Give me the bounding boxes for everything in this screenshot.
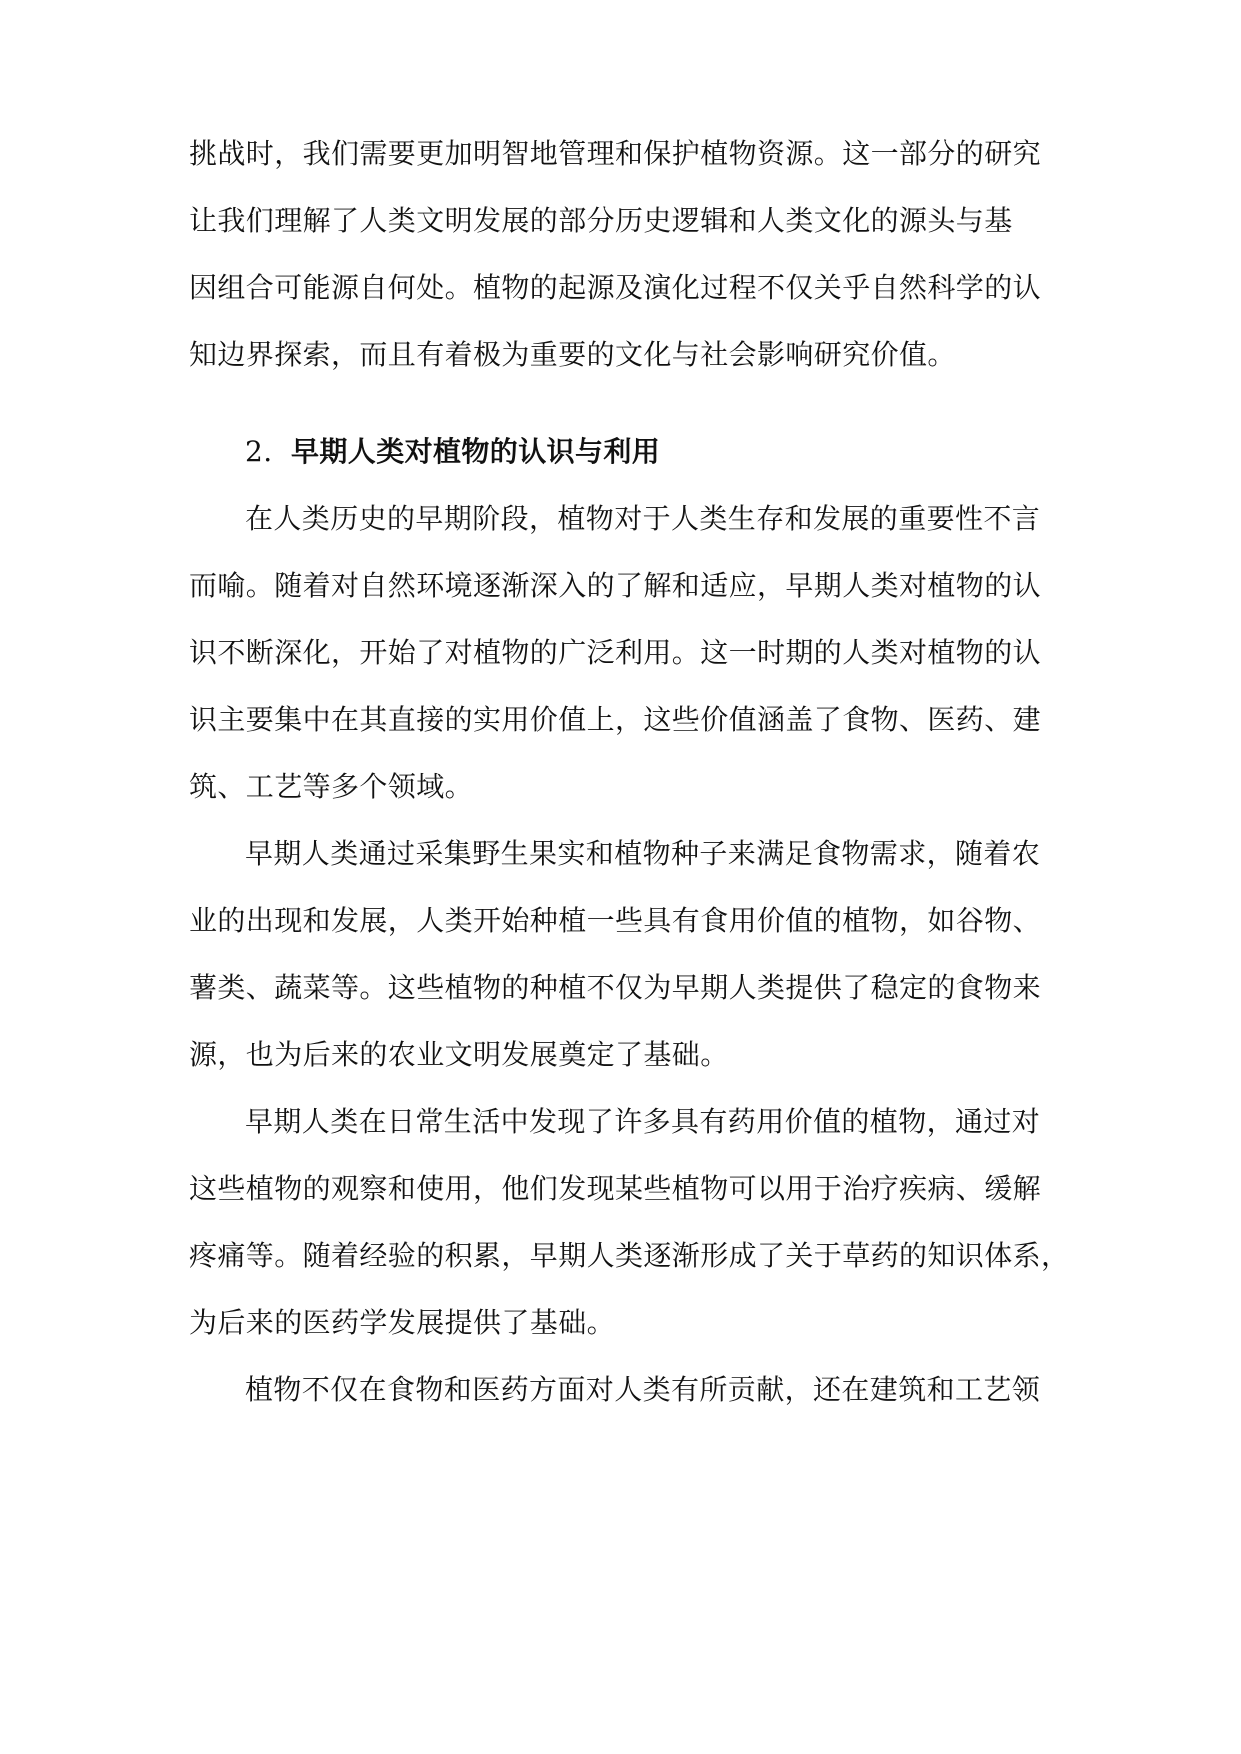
paragraph-2-line-4: 源，也为后来的农业文明发展奠定了基础。 [189, 1038, 729, 1071]
paragraph-1-line-5: 筑、工艺等多个领域。 [189, 770, 474, 803]
paragraph-3-line-1: 早期人类在日常生活中发现了许多具有药用价值的植物，通过对 [245, 1105, 1041, 1138]
paragraph-3-line-3: 疼痛等。随着经验的积累，早期人类逐渐形成了关于草药的知识体系， [189, 1239, 1070, 1272]
paragraph-2-line-1: 早期人类通过采集野生果实和植物种子来满足食物需求，随着农 [245, 837, 1041, 870]
section-title: 早期人类对植物的认识与利用 [291, 435, 661, 468]
paragraph-1-line-3: 识不断深化，开始了对植物的广泛利用。这一时期的人类对植物的认 [189, 636, 1042, 669]
paragraph-3-line-4: 为后来的医药学发展提供了基础。 [189, 1306, 616, 1339]
paragraph-3-line-2: 这些植物的观察和使用，他们发现某些植物可以用于治疗疾病、缓解 [189, 1172, 1042, 1205]
intro-line-3: 因组合可能源自何处。植物的起源及演化过程不仅关乎自然科学的认 [189, 271, 1042, 304]
paragraph-1-line-4: 识主要集中在其直接的实用价值上，这些价值涵盖了食物、医药、建 [189, 703, 1042, 736]
paragraph-2-line-3: 薯类、蔬菜等。这些植物的种植不仅为早期人类提供了稳定的食物来 [189, 971, 1042, 1004]
paragraph-1-line-2: 而喻。随着对自然环境逐渐深入的了解和适应，早期人类对植物的认 [189, 569, 1042, 602]
intro-line-4: 知边界探索，而且有着极为重要的文化与社会影响研究价值。 [189, 338, 956, 371]
section-heading [245, 432, 660, 472]
paragraph-4-line-1: 植物不仅在食物和医药方面对人类有所贡献，还在建筑和工艺领 [245, 1373, 1041, 1406]
intro-line-1: 挑战时，我们需要更加明智地管理和保护植物资源。这一部分的研究 [189, 137, 1042, 170]
paragraph-1-line-1: 在人类历史的早期阶段，植物对于人类生存和发展的重要性不言 [245, 502, 1041, 535]
paragraph-2-line-2: 业的出现和发展，人类开始种植一些具有食用价值的植物，如谷物、 [189, 904, 1042, 937]
section-number: 2. [245, 435, 273, 468]
intro-line-2: 让我们理解了人类文明发展的部分历史逻辑和人类文化的源头与基 [189, 204, 1013, 237]
